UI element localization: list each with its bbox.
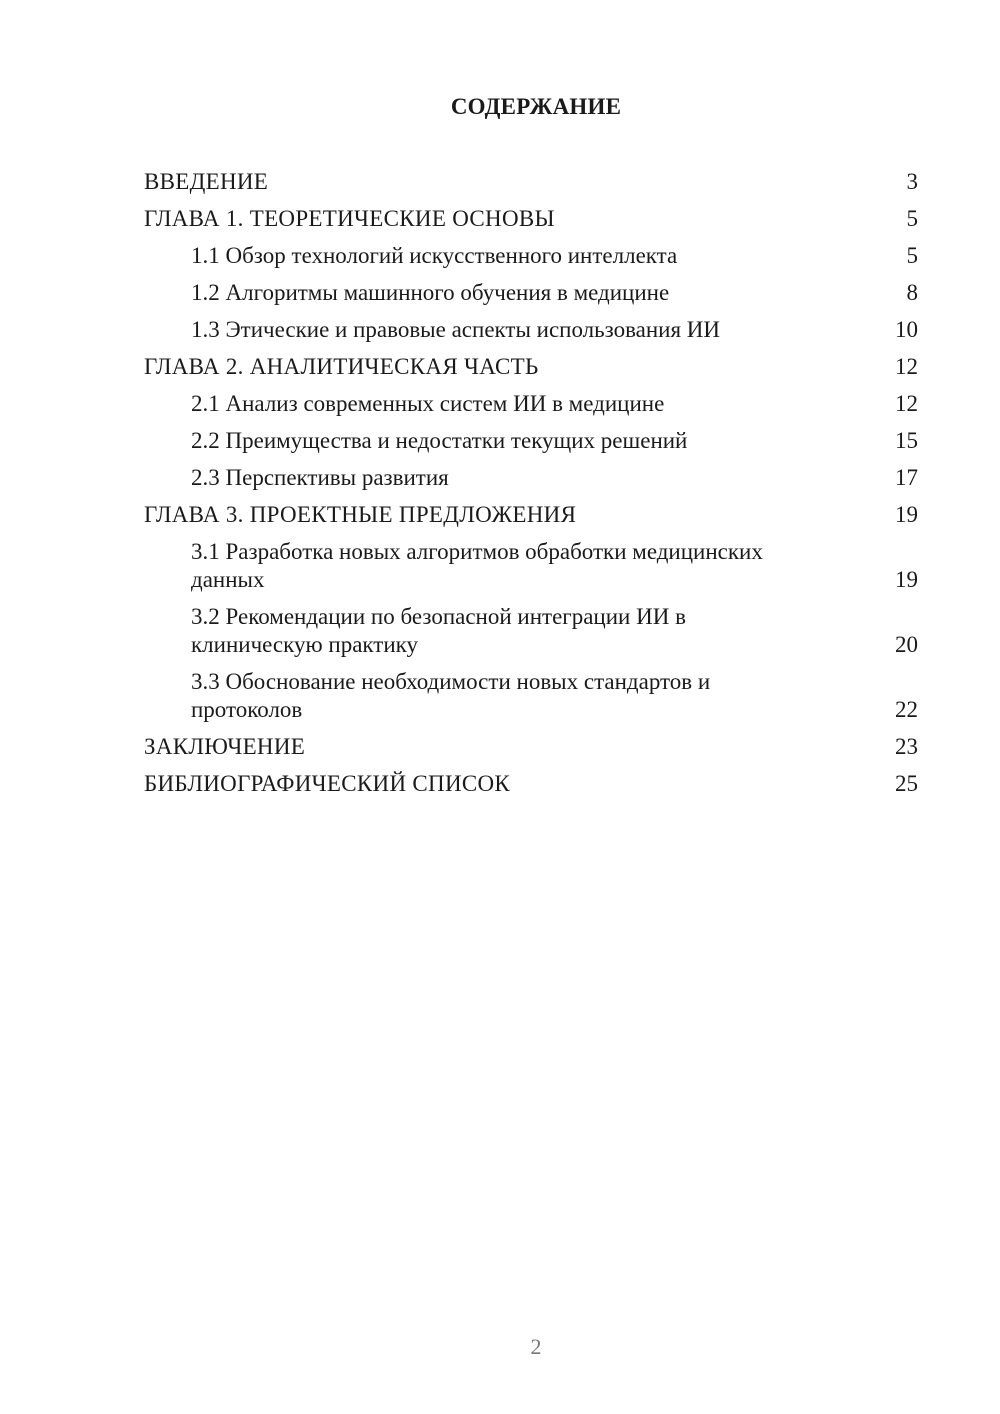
toc-subentry[interactable] — [144, 390, 918, 418]
toc-entry-label: 2.1 Анализ современных систем ИИ в медицине — [191, 391, 665, 416]
toc-entry[interactable] — [144, 353, 918, 381]
page-title: СОДЕРЖАНИЕ — [450, 94, 622, 119]
toc-entry[interactable] — [144, 168, 918, 196]
toc-entry-label: 3.3 Обоснование необходимости новых стандартов и протоколов — [191, 669, 711, 722]
toc-subentry[interactable] — [144, 464, 918, 492]
toc-entry-label: ГЛАВА 3. ПРОЕКТНЫЕ ПРЕДЛОЖЕНИЯ — [144, 502, 577, 527]
toc-entry-page: 5 — [906, 243, 918, 268]
toc-entry-label: ГЛАВА 1. ТЕОРЕТИЧЕСКИЕ ОСНОВЫ — [144, 206, 555, 231]
toc-entry-label: ЗАКЛЮЧЕНИЕ — [144, 734, 306, 759]
toc-subentry[interactable] — [144, 427, 918, 455]
toc-entry-page: 25 — [895, 771, 918, 796]
table-of-contents — [144, 168, 918, 807]
toc-entry-page: 12 — [895, 354, 918, 379]
toc-subentry[interactable] — [144, 603, 918, 659]
toc-entry-page: 19 — [895, 502, 918, 527]
toc-entry-page: 22 — [895, 697, 918, 722]
toc-entry[interactable] — [144, 733, 918, 761]
toc-entry[interactable] — [144, 501, 918, 529]
toc-entry-label: 3.2 Рекомендации по безопасной интеграции ИИ в клиническую практику — [191, 604, 686, 657]
toc-entry-page: 5 — [906, 206, 918, 231]
toc-entry-page: 19 — [895, 567, 918, 592]
toc-entry-label: 2.3 Перспективы развития — [191, 465, 449, 490]
toc-entry-page: 10 — [895, 317, 918, 342]
toc-entry-page: 3 — [906, 169, 918, 194]
toc-entry-label: 2.2 Преимущества и недостатки текущих решений — [191, 428, 688, 453]
toc-entry-page: 12 — [895, 391, 918, 416]
toc-entry-page: 23 — [895, 734, 918, 759]
toc-subentry[interactable] — [144, 279, 918, 307]
toc-subentry[interactable] — [144, 316, 918, 344]
toc-entry-label: БИБЛИОГРАФИЧЕСКИЙ СПИСОК — [144, 771, 511, 796]
toc-entry-page: 17 — [895, 465, 918, 490]
toc-entry-label: 1.1 Обзор технологий искусственного интеллекта — [191, 243, 678, 268]
toc-entry-page: 8 — [906, 280, 918, 305]
toc-subentry[interactable] — [144, 538, 918, 594]
page-number: 2 — [530, 1334, 542, 1359]
toc-entry-label: ВВЕДЕНИЕ — [144, 169, 269, 194]
toc-entry-page: 15 — [895, 428, 918, 453]
toc-entry-page: 20 — [895, 632, 918, 657]
toc-entry-label: 1.2 Алгоритмы машинного обучения в медицине — [191, 280, 670, 305]
toc-entry[interactable] — [144, 205, 918, 233]
toc-subentry[interactable] — [144, 242, 918, 270]
toc-entry-label: 3.1 Разработка новых алгоритмов обработки медицинских данных — [191, 539, 763, 592]
toc-entry-label: 1.3 Этические и правовые аспекты использования ИИ — [191, 317, 721, 342]
toc-entry[interactable] — [144, 770, 918, 798]
toc-entry-label: ГЛАВА 2. АНАЛИТИЧЕСКАЯ ЧАСТЬ — [144, 354, 539, 379]
toc-subentry[interactable] — [144, 668, 918, 724]
